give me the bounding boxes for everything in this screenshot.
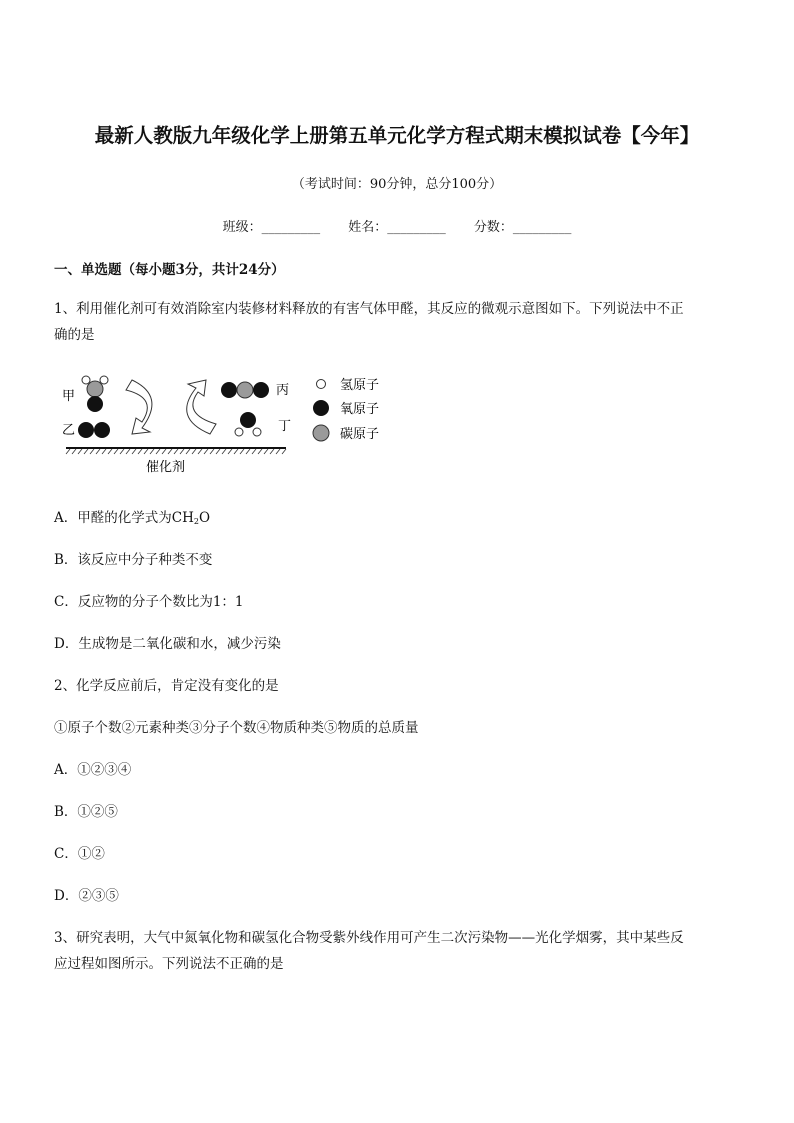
q2-option-d[interactable]: D．②③⑤: [54, 888, 119, 904]
q3-stem-line2: 应过程如图所示。下列说法不正确的是: [54, 956, 284, 972]
score-label: 分数：: [473, 220, 513, 235]
exam-subtitle: （考试时间：90分钟，总分100分）: [291, 177, 503, 192]
q2-option-a[interactable]: A．①②③④: [54, 762, 132, 778]
arrow-right-curve: [187, 380, 216, 434]
q3-stem-line1: 3、研究表明，大气中氮氧化物和碳氢化合物受紫外线作用可产生二次污染物——光化学烟雾，其中某些反: [54, 930, 684, 946]
q1-option-a[interactable]: [54, 505, 744, 535]
q2-option-b[interactable]: B．①②⑤: [54, 804, 118, 820]
label-jia: 甲: [62, 388, 76, 403]
catalyst-label: 催化剂: [146, 459, 186, 474]
legend-oxygen: 氧原子: [340, 401, 380, 416]
class-label: 班级：: [222, 220, 262, 235]
q1-option-d[interactable]: D．生成物是二氧化碳和水，减少污染: [54, 636, 281, 652]
student-info-row: [0, 216, 794, 235]
molecule-jia: [82, 376, 108, 412]
q1-stem-line1: 1、利用催化剂可有效消除室内装修材料释放的有害气体甲醛，其反应的微观示意图如下。下列说法中不正: [54, 301, 684, 317]
section-heading: 一、单选题（每小题3分，共计24分）: [54, 262, 285, 278]
label-ding: 丁: [278, 418, 292, 433]
oxygen-legend-icon: [313, 400, 329, 416]
label-bing: 丙: [276, 382, 290, 397]
class-field[interactable]: [223, 216, 321, 235]
catalyst-hatching: [66, 449, 286, 454]
q1-option-b[interactable]: B．该反应中分子种类不变: [54, 552, 213, 568]
exam-title: 最新人教版九年级化学上册第五单元化学方程式期末模拟试卷【今年】: [94, 124, 700, 147]
q1-option-a-prefix: A．甲醛的化学式为CH: [54, 510, 194, 526]
q1-option-a-suffix: O: [198, 510, 211, 526]
hydrogen-legend-icon: [317, 380, 326, 389]
carbon-legend-icon: [313, 425, 329, 441]
q1-stem-line2: 确的是: [54, 327, 95, 343]
legend-carbon: 碳原子: [340, 426, 380, 441]
arrow-left-curve: [126, 380, 152, 434]
name-field[interactable]: [348, 216, 446, 235]
score-field[interactable]: [474, 216, 572, 235]
q2-stem: 2、化学反应前后，肯定没有变化的是: [54, 678, 279, 694]
molecule-bing: [221, 382, 269, 398]
class-blank: _________: [261, 220, 321, 235]
legend-hydrogen: 氢原子: [340, 377, 380, 392]
score-blank: _________: [512, 220, 572, 235]
q2-option-c[interactable]: C．①②: [54, 846, 105, 862]
atom-legend: [312, 372, 422, 452]
molecule-ding: [235, 412, 261, 436]
q1-option-a-sub: 2: [193, 517, 199, 526]
name-blank: _________: [387, 220, 446, 235]
label-yi: 乙: [62, 422, 76, 437]
q2-items: ①原子个数②元素种类③分子个数④物质种类⑤物质的总质量: [54, 720, 419, 736]
molecule-yi: [78, 422, 110, 438]
q1-option-c[interactable]: C．反应物的分子个数比为1：1: [54, 594, 244, 610]
name-label: 姓名：: [348, 220, 388, 235]
